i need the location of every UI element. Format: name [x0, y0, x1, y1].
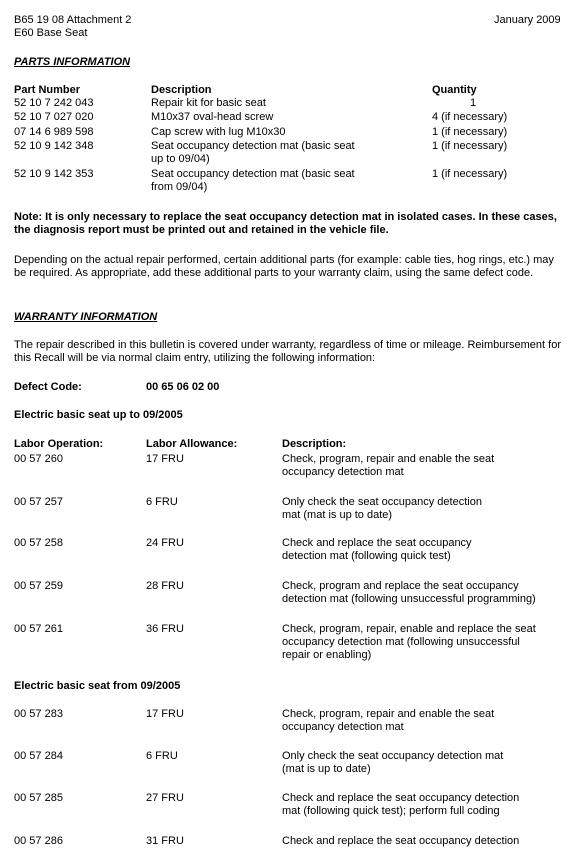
part-number: 52 10 7 242 043 — [14, 97, 94, 109]
labor-allowance: 6 FRU — [146, 750, 178, 762]
part-description: M10x37 oval-head screw — [151, 111, 274, 123]
labor-description: Check, program, repair and enable the seat occupancy detection mat — [282, 453, 495, 478]
labor-description: Check and replace the seat occupancy detection — [282, 835, 520, 847]
section-title: Electric basic seat up to 09/2005 — [14, 409, 183, 421]
part-quantity: 1 — [470, 97, 477, 109]
defect-code-value: 00 65 06 02 00 — [146, 381, 220, 393]
defect-code-label: Defect Code: — [14, 381, 82, 393]
note-text: Note: It is only necessary to replace the seat occupancy detection mat in isolated cases. In these cases, the diagnosis report must be printed out and retained in the vehicle file. — [14, 211, 557, 236]
warranty-intro: The repair described in this bulletin is covered under warranty, regardless of time or mileage. Reimbursement for this Recall will be via normal claim entry, utilizing the following information: — [14, 339, 561, 364]
labor-allowance: 6 FRU — [146, 496, 178, 508]
labor-allowance: 27 FRU — [146, 792, 184, 804]
labor-allowance: 28 FRU — [146, 580, 184, 592]
section-title: Electric basic seat from 09/2005 — [14, 680, 181, 692]
labor-description: Check and replace the seat occupancy detection mat (following quick test) — [282, 537, 472, 562]
labor-description: Check, program and replace the seat occupancy detection mat (following unsuccessful programming) — [282, 580, 536, 605]
labor-op: 00 57 261 — [14, 623, 63, 635]
bulletin-number: B65 19 08 Attachment 2 — [14, 14, 132, 26]
labor-allowance: 31 FRU — [146, 835, 184, 847]
col-description: Description — [151, 84, 212, 96]
col-labor-operation: Labor Operation: — [14, 438, 104, 450]
labor-op: 00 57 283 — [14, 708, 63, 720]
labor-op: 00 57 284 — [14, 750, 63, 762]
col-part-number: Part Number — [14, 84, 81, 96]
labor-op: 00 57 260 — [14, 453, 63, 465]
part-quantity: 1 (if necessary) — [432, 168, 508, 180]
labor-op: 00 57 257 — [14, 496, 63, 508]
warranty-heading: WARRANTY INFORMATION — [14, 311, 158, 323]
labor-allowance: 17 FRU — [146, 453, 184, 465]
labor-description: Only check the seat occupancy detection mat (mat is up to date) — [282, 496, 482, 521]
labor-description: Check, program, repair and enable the seat occupancy detection mat — [282, 708, 495, 733]
labor-allowance: 17 FRU — [146, 708, 184, 720]
part-number: 52 10 9 142 348 — [14, 140, 94, 152]
labor-description: Check and replace the seat occupancy detection mat (following quick test); perform full coding — [282, 792, 520, 817]
labor-allowance: 36 FRU — [146, 623, 184, 635]
labor-op: 00 57 286 — [14, 835, 63, 847]
labor-op: 00 57 258 — [14, 537, 63, 549]
labor-description: Check, program, repair, enable and replace the seat occupancy detection mat (following unsuccessful repair or enabling) — [282, 623, 536, 661]
part-description: Repair kit for basic seat — [151, 97, 266, 109]
labor-op: 00 57 259 — [14, 580, 63, 592]
part-description: Seat occupancy detection mat (basic seat from 09/04) — [151, 168, 355, 193]
model-name: E60 Base Seat — [14, 27, 88, 39]
part-description: Cap screw with lug M10x30 — [151, 126, 286, 138]
part-number: 52 10 9 142 353 — [14, 168, 94, 180]
labor-op: 00 57 285 — [14, 792, 63, 804]
col-labor-allowance: Labor Allowance: — [146, 438, 238, 450]
part-quantity: 1 (if necessary) — [432, 126, 508, 138]
labor-allowance: 24 FRU — [146, 537, 184, 549]
part-quantity: 1 (if necessary) — [432, 140, 508, 152]
col-quantity: Quantity — [432, 84, 477, 96]
part-quantity: 4 (if necessary) — [432, 111, 508, 123]
part-number: 07 14 6 989 598 — [14, 126, 94, 138]
additional-parts-text: Depending on the actual repair performed, certain additional parts (for example: cable ties, hog rings, etc.) may be required. As appropriate, add these additional parts to your warranty claim, using the same defect code. — [14, 254, 554, 279]
part-number: 52 10 7 027 020 — [14, 111, 94, 123]
parts-heading: PARTS INFORMATION — [14, 56, 131, 68]
labor-description: Only check the seat occupancy detection mat (mat is up to date) — [282, 750, 504, 775]
part-description: Seat occupancy detection mat (basic seat up to 09/04) — [151, 140, 355, 165]
bulletin-date: January 2009 — [494, 14, 561, 26]
col-labor-description: Description: — [282, 438, 347, 450]
